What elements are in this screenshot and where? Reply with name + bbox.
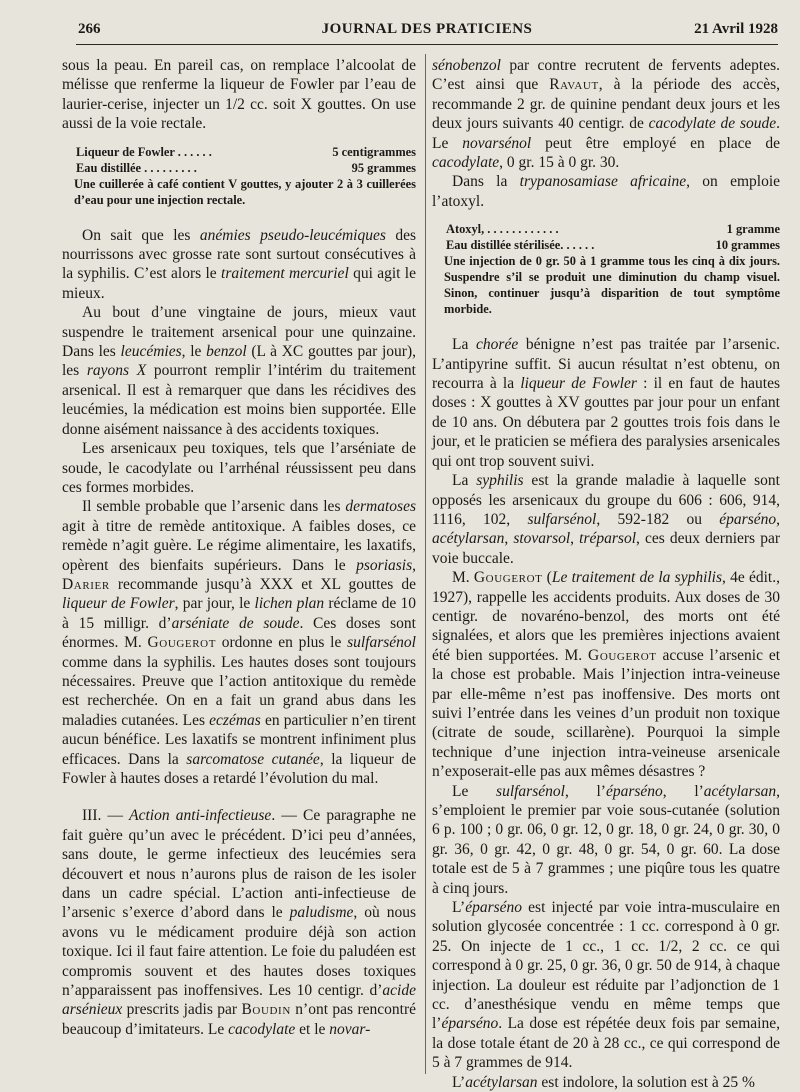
- column-divider: [425, 54, 426, 1074]
- formula-label: Atoxyl, . . . . . . . . . . . .: [446, 222, 559, 237]
- paragraph: Les arsenicaux peu toxiques, tels que l’arséniate de soude, le cacodylate ou l’arrhénal réussissent peu dans ces formes morbides.: [62, 440, 416, 496]
- paragraph: Dans la trypanosamiase africaine, on emploie l’atoxyl.: [432, 173, 781, 210]
- formula-block: [446, 221, 780, 253]
- formula-row: [76, 144, 416, 160]
- paragraph: L’acétylarsan est indolore, la solution est à 25 %: [452, 1073, 755, 1091]
- paragraph: Il semble probable que l’arsenic dans les dermatoses agit à titre de remède antitoxique. A faibles doses, ce remède n’agit guère. Le régime alimentaire, les laxatifs, opèrent des bienfaits supérieurs. Dans le psoriasis, Darier recommande jusqu’à XXX et XL gouttes de liqueur de Fowler, par jour, le lichen plan réclame de 10 à 15 milligr. d’arséniate de soude. Ces doses sont énormes. M. Gougerot ordonne en plus le sulfarsénol comme dans la syphilis. Les hautes doses sont toujours nécessaires. Preuve que l’action antitoxique du remède est recherchée. On en a fait un grand abus dans les maladies cutanées. Les eczémas en particulier n’en tirent aucun bénéfice. Les laxatifs se montrent infiniment plus efficaces. Dans la sarcomatose cutanée, la liqueur de Fowler à hautes doses a retardé l’évolution du mal.: [62, 498, 417, 787]
- right-column: [432, 56, 780, 1092]
- page-header: [76, 18, 778, 45]
- paragraph: sous la peau. En pareil cas, on remplace l’alcoolat de mélisse que renferme la liqueur de Fowler par l’eau de laurier-cerise, injecter un 1/2 cc. soit X gouttes. On use aussi de la voie rectale.: [62, 57, 416, 133]
- formula-value: 10 grammes: [715, 238, 780, 253]
- formula-label: Eau distillée . . . . . . . . .: [76, 160, 197, 175]
- journal-title: JOURNAL DES PRATICIENS: [321, 21, 533, 37]
- formula-row: [446, 221, 780, 237]
- formula-note: Une injection de 0 gr. 50 à 1 gramme tous les cinq à dix jours. Suspendre s’il se produit une diminution du champ visuel. Sinon, continuer jusqu’à disparition de tout symptôme morbide.: [444, 254, 780, 317]
- paragraph: On sait que les anémies pseudo-leucémiques des nourrissons avec grosse rate sont surtout consécutives à la syphilis. C’est alors le traitement mercuriel qui agit le mieux.: [62, 226, 416, 302]
- formula-label: Eau distillée stérilisée. . . . . .: [446, 238, 595, 253]
- paragraph: La syphilis est la grande maladie à laquelle sont opposés les arsenicaux du groupe du 606 : 606, 914, 1116, 102, sulfarsénol, 592-182 ou éparséno, acétylarsan, stovarsol, tréparsol, ces deux derniers par voie buccale.: [432, 472, 781, 567]
- formula-row: [446, 237, 780, 253]
- paragraph: M. Gougerot (Le traitement de la syphilis, 4e édit., 1927), rappelle les accidents produits. Aux doses de 30 centigr. de novaréno-benzol, des morts ont été signalées, et alors que les premières injections avaient été bien supportées. M. Gougerot accuse l’arsenic et la chose est probable. Mais l’injection intra-veineuse par elle-même n’est pas inoffensive. Des morts ont suivi l’entrée dans les veines d’un produit non toxique (citrate de soude, scillarène). Pourquoi la simple technique d’une injection intra-veineuse arsenicale n’exposerait-elle pas aux mêmes désastres ?: [432, 569, 781, 781]
- paragraph: Le sulfarsénol, l’éparséno, l’acétylarsan, s’emploient le premier par voie sous-cutanée (solution 6 p. 100 ; 0 gr. 06, 0 gr. 12, 0 gr. 18, 0 gr. 24, 0 gr. 30, 0 gr. 36, 0 gr. 42, 0 gr. 48, 0 gr. 54, 0 gr. 60. La dose totale est de 5 à 7 grammes ; une piqûre tous les quatre à cinq jours.: [432, 782, 780, 897]
- section-paragraph: III. — Action anti-infectieuse. — Ce paragraphe ne fait guère qu’un avec le précédent. D’ici peu d’années, sans doute, le germe infectieux des leucémies sera découvert et nous n’aurons plus de raison de les isoler dans un cadre spécial. L’action anti-infectieuse de l’arsenic s’exerce d’abord dans le paludisme, où nous avons vu le médicament produire déjà son action toxique. Ici il faut faire attention. Le foie du paludéen est compromis souvent et des hautes doses toxiques n’apparaissent pas inoffensives. Les 10 centigr. d’acide arsénieux prescrits jadis par Boudin n’ont pas rencontré beaucoup d’imitateurs. Le cacodylate et le novar-: [62, 807, 416, 1038]
- formula-label: Liqueur de Fowler . . . . . .: [76, 144, 212, 159]
- formula-row: [76, 160, 416, 176]
- page-number: 266: [78, 21, 101, 37]
- formula-block: [76, 144, 416, 176]
- paragraph: La chorée bénigne n’est pas traitée par l’arsenic. L’antipyrine suffit. Si aucun résultat n’est obtenu, on recourra à la liqueur de Fowler : il en faut de hautes doses : X gouttes à XV gouttes par jour pour un enfant de 10 ans. On débutera par 2 gouttes trois fois dans le jour, et le praticien se méfiera des paralysies arsenicales qui ont trop souvent suivi.: [432, 336, 780, 470]
- section-heading: Action anti-infectieuse: [129, 807, 272, 825]
- formula-value: 5 centigrammes: [332, 144, 416, 159]
- paragraph: sénobenzol par contre recrutent de fervents adeptes. C’est ainsi que Ravaut, à la période des accès, recommande 2 gr. de quinine pendant deux jours et les deux jours suivants 40 centigr. de cacodylate de soude. Le novarsénol peut être employé en place de cacodylate, 0 gr. 15 à 0 gr. 30.: [432, 57, 780, 172]
- issue-date: 21 Avril 1928: [694, 21, 778, 37]
- left-column: [62, 56, 416, 1039]
- formula-value: 95 grammes: [351, 160, 416, 175]
- formula-value: 1 gramme: [726, 222, 780, 237]
- paragraph: Au bout d’une vingtaine de jours, mieux vaut suspendre le traitement arsenical pour une quinzaine. Dans les leucémies, le benzol (L à XC gouttes par jour), les rayons X pourront remplir l’intérim du traitement arsenical. Il est à remarquer que dans les récidives des leucémies, la médication est moins bien supportée. Elle donne aisément naissance à des accidents toxiques.: [62, 304, 417, 438]
- paragraph: L’éparséno est injecté par voie intra-musculaire en solution glycosée concentrée : 1 cc. correspond à 0 gr. 25. On injecte de 1 cc., 1 cc. 1/2, 2 cc. ce qui correspond à 0 gr. 25, 0 gr. 36, 0 gr. 50 de 914, à chaque injection. La douleur est réduite par l’adjonction de 1 cc. d’anesthésique vendu en même temps que l’éparséno. La dose est répétée deux fois par semaine, la dose totale étant de 20 à 28 cc., ce qui correspond de 5 à 7 grammes de 914.: [432, 899, 780, 1072]
- formula-note: Une cuillerée à café contient V gouttes, y ajouter 2 à 3 cuillerées d’eau pour une injection rectale.: [74, 176, 416, 207]
